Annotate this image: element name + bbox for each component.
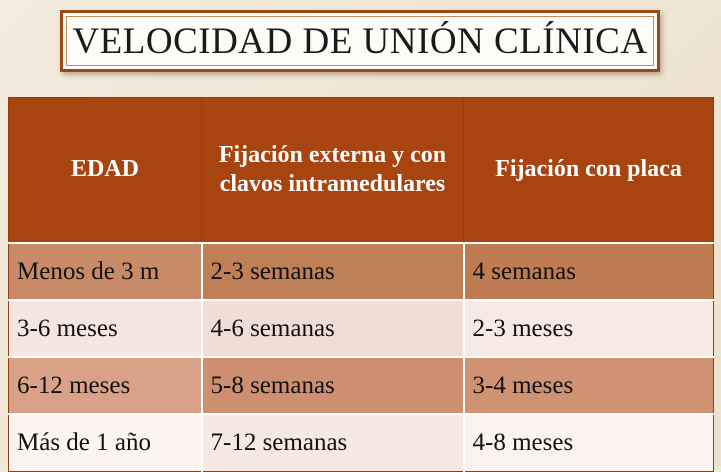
cell-external-fixation: 5-8 semanas — [202, 357, 464, 414]
cell-external-fixation: 2-3 semanas — [202, 243, 464, 300]
table-row — [9, 243, 714, 300]
table-row — [9, 300, 714, 357]
page-title: VELOCIDAD DE UNIÓN CLÍNICA — [72, 20, 648, 62]
title-box — [60, 10, 660, 72]
cell-external-fixation: 7-12 semanas — [202, 414, 464, 471]
column-header-age: EDAD — [9, 98, 202, 244]
column-header-plate-fixation: Fijación con placa — [464, 98, 714, 244]
table-row — [9, 414, 714, 471]
cell-external-fixation: 4-6 semanas — [202, 300, 464, 357]
clinical-union-speed-table — [8, 97, 714, 472]
cell-age: Más de 1 año — [9, 414, 202, 471]
cell-age: 6-12 meses — [9, 357, 202, 414]
column-header-external-fixation: Fijación externa y con clavos intramedulares — [202, 98, 464, 244]
cell-age: Menos de 3 m — [9, 243, 202, 300]
cell-plate-fixation: 2-3 meses — [464, 300, 714, 357]
cell-plate-fixation: 4 semanas — [464, 243, 714, 300]
cell-plate-fixation: 3-4 meses — [464, 357, 714, 414]
cell-age: 3-6 meses — [9, 300, 202, 357]
table-row — [9, 357, 714, 414]
cell-plate-fixation: 4-8 meses — [464, 414, 714, 471]
table-header-row — [9, 98, 714, 244]
